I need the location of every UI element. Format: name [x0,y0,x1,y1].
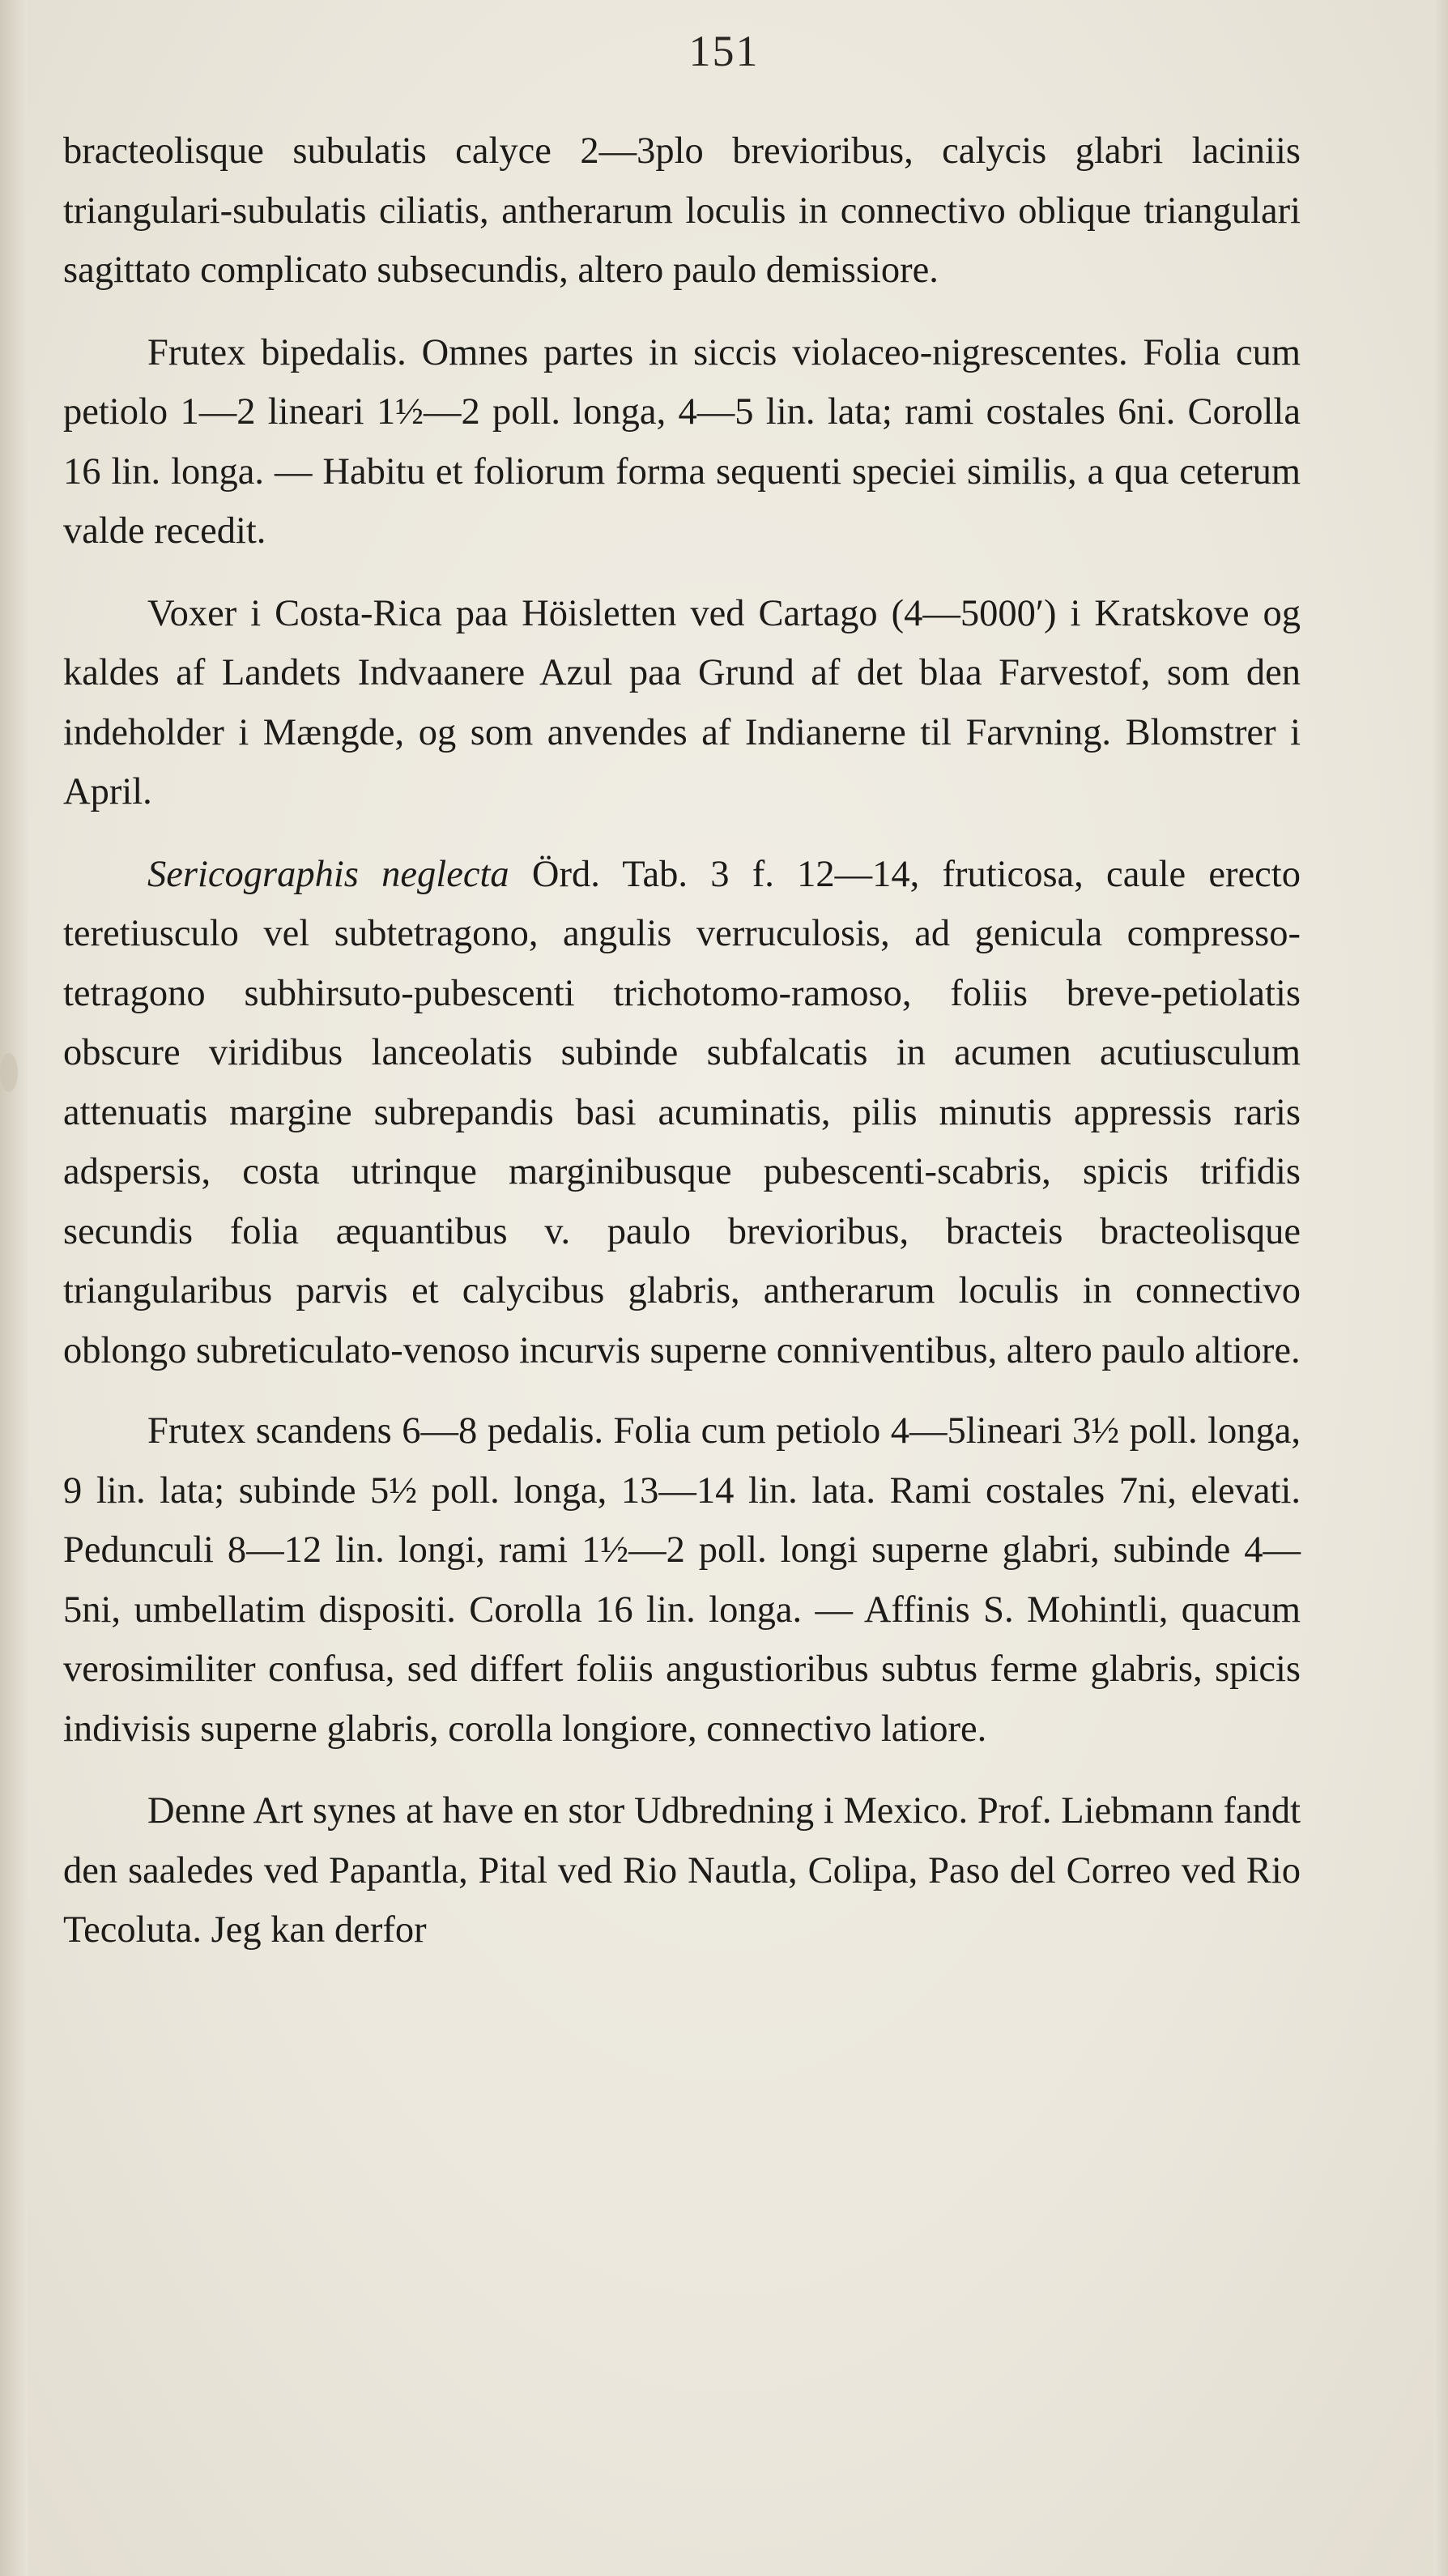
paragraph-description: Frutex bipedalis. Omnes partes in siccis violaceo-nigrescentes. Folia cum petiolo 1—2 lineari 1½—2 poll. longa, 4—5 lin. lata; rami costales 6ni. Corolla 16 lin. longa. — Habitu et foliorum forma sequenti speciei similis, a qua ceterum valde recedit. [63,331,1301,552]
paragraph-distribution: Denne Art synes at have en stor Udbredning i Mexico. Prof. Liebmann fandt den saaledes ved Papantla, Pital ved Rio Nautla, Colipa, Paso del Correo ved Rio Tecoluta. Jeg kan derfor [63,1790,1301,1951]
species-name: Sericographis neglecta [147,853,509,895]
species-diagnosis-text: Örd. Tab. 3 f. 12—14, fruticosa, caule erecto teretiusculo vel subtetragono, angulis verruculosis, ad genicula compresso-tetragono subhirsuto-pubescenti trichotomo-ramoso, foliis breve-petiolatis obscure viridibus lanceolatis subinde subfalcatis in acumen acutiusculum attenuatis margine subrepandis basi acuminatis, pilis minutis appressis raris adspersis, costa utrinque marginibusque pubescenti-scabris, spicis trifidis secundis folia æquantibus v. paulo brevioribus, bracteis bracteolisque triangularibus parvis et calycibus glabris, antherarum loculis in connectivo oblongo subreticulato-venoso incurvis superne conniventibus, altero paulo altiore. [63,853,1301,1371]
paragraph-species-details: Frutex scandens 6—8 pedalis. Folia cum petiolo 4—5lineari 3½ poll. longa, 9 lin. lata; subinde 5½ poll. longa, 13—14 lin. lata. Rami costales 7ni, elevati. Pedunculi 8—12 lin. longi, rami 1½—2 poll. longi superne glabri, subinde 4—5ni, umbellatim dispositi. Corolla 16 lin. longa. — Affinis S. Mohintli, quacum verosimiliter confusa, sed differt foliis angustioribus subtus ferme glabris, spicis indivisis superne glabris, corolla longiore, connectivo latiore. [63,1410,1301,1750]
page-edge-shadow [1433,0,1448,2576]
paper-blemish [0,1053,18,1092]
paragraph-habitat: Voxer i Costa-Rica paa Höisletten ved Cartago (4—5000′) i Kratskove og kaldes af Landets Indvaanere Azul paa Grund af det blaa Farvestof, som den indeholder i Mængde, og som anvendes af Indianerne til Farvning. Blomstrer i April. [63,592,1301,812]
page-number: 151 [688,27,760,75]
page-gutter-shadow [0,0,28,2576]
paragraph-continuation: bracteolisque subulatis calyce 2—3plo brevioribus, calycis glabri laciniis triangulari-subulatis ciliatis, antherarum loculis in connectivo oblique triangulari sagittato complicato subsecundis, altero paulo demissiore. [63,130,1301,291]
paragraph-species-diagnosis [63,845,1301,1381]
body-text [63,122,1301,1983]
